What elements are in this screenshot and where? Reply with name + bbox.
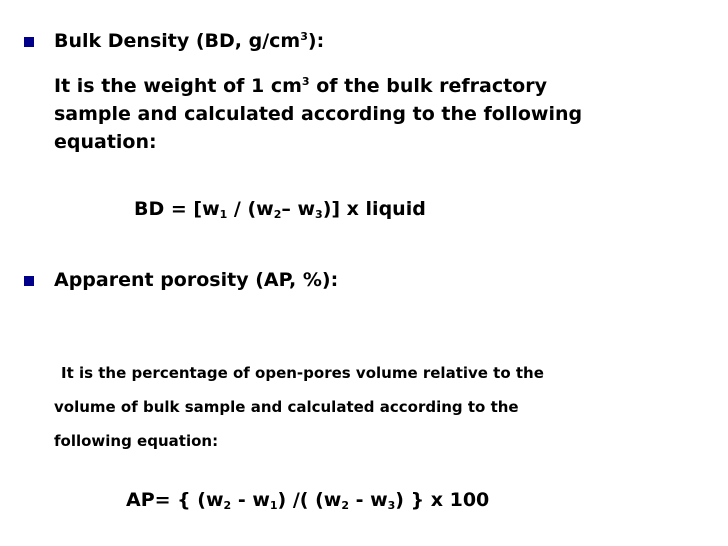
desc1-text-a: It is the weight of 1 cm <box>54 75 302 97</box>
apparent-porosity-equation <box>126 489 489 511</box>
bulk-density-heading <box>54 30 324 52</box>
eq2-part: AP= { (w <box>126 489 224 511</box>
eq2-sub: 2 <box>341 499 349 512</box>
bulk-density-heading-sup: 3 <box>300 30 308 43</box>
apparent-porosity-description <box>54 356 704 458</box>
eq2-part: - w <box>348 489 388 511</box>
eq2-sub: 3 <box>387 499 396 512</box>
bulk-density-equation <box>134 198 426 220</box>
bulk-density-heading-end: ): <box>307 30 325 52</box>
square-bullet-icon <box>24 37 34 47</box>
bulk-density-description <box>54 72 704 156</box>
bulk-density-heading-text: Bulk Density (BD, g/cm <box>54 30 301 52</box>
porosity-desc-line-1: It is the percentage of open-pores volume relative to the <box>61 364 544 382</box>
eq2-sub: 2 <box>223 499 232 512</box>
bulk-density-desc-line-2: sample and calculated according to the following <box>54 103 583 125</box>
bulk-density-desc-line-3: equation: <box>54 131 157 153</box>
eq1-part: )] x liquid <box>322 198 426 220</box>
porosity-desc-line-3: following equation: <box>54 432 219 450</box>
eq2-part: ) } x 100 <box>395 489 490 511</box>
eq2-part: - w <box>231 489 270 511</box>
desc1-sup: 3 <box>301 75 310 88</box>
eq1-part: – w <box>281 198 316 220</box>
porosity-desc-line-2: volume of bulk sample and calculated according to the <box>54 398 519 416</box>
desc1-text-b: of the bulk refractory <box>309 75 547 97</box>
bulk-density-desc-line-1 <box>54 72 704 100</box>
eq2-part: ) /( (w <box>277 489 342 511</box>
eq1-sub: 1 <box>219 208 228 221</box>
eq1-part: BD = [w <box>134 198 220 220</box>
eq2-sub: 1 <box>269 499 278 512</box>
eq1-part: / (w <box>227 198 274 220</box>
eq1-sub: 2 <box>273 208 282 221</box>
apparent-porosity-heading: Apparent porosity (AP, %): <box>54 269 339 291</box>
eq1-sub: 3 <box>315 208 323 221</box>
square-bullet-icon <box>24 276 34 286</box>
